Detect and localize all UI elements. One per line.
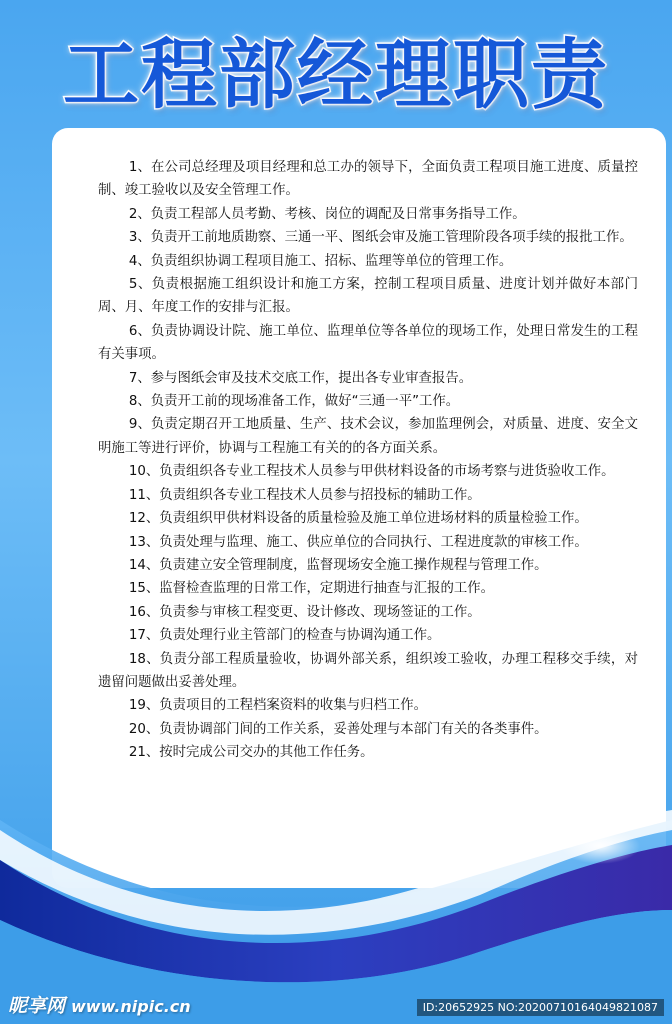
duty-item-9: 9、负责定期召开工地质量、生产、技术会议，参加监理例会，对质量、进度、安全文明施工等进行评价，协调与工程施工有关的的各方面关系。 xyxy=(98,417,638,456)
watermark-logo xyxy=(8,991,191,1018)
watermark-site: www.nipic.cn xyxy=(71,997,191,1016)
duty-item-16: 16、负责参与审核工程变更、设计修改、现场签证的工作。 xyxy=(128,604,481,620)
duty-item-8: 8、负责开工前的现场准备工作，做好“三通一平”工作。 xyxy=(128,394,460,410)
wave-glow xyxy=(560,828,640,864)
duty-item-11: 11、负责组织各专业工程技术人员参与招投标的辅助工作。 xyxy=(128,487,481,503)
duty-item-14: 14、负责建立安全管理制度，监督现场安全施工操作规程与管理工作。 xyxy=(128,557,548,573)
duty-item-5: 5、负责根据施工组织设计和施工方案，控制工程项目质量、进度计划并做好本部门周、月、年度工作的安排与汇报。 xyxy=(98,277,638,316)
duty-item-20: 20、负责协调部门间的工作关系，妥善处理与本部门有关的各类事件。 xyxy=(128,721,548,737)
duty-item-19: 19、负责项目的工程档案资料的收集与归档工作。 xyxy=(128,698,428,714)
watermark-logo-text: 昵享网 xyxy=(8,995,66,1017)
duty-item-10: 10、负责组织各专业工程技术人员参与甲供材料设备的市场考察与进货验收工作。 xyxy=(128,464,615,480)
duty-list xyxy=(98,156,638,765)
duty-item-13: 13、负责处理与监理、施工、供应单位的合同执行、工程进度款的审核工作。 xyxy=(128,534,588,550)
decorative-wave xyxy=(0,760,672,1024)
watermark-bar xyxy=(0,990,672,1024)
duty-item-7: 7、参与图纸会审及技术交底工作，提出各专业审查报告。 xyxy=(128,370,473,386)
watermark-id: ID:20652925 NO:20200710164049821087 xyxy=(417,999,664,1016)
duty-item-6: 6、负责协调设计院、施工单位、监理单位等各单位的现场工作，处理日常发生的工程有关事项。 xyxy=(98,323,638,363)
duty-item-17: 17、负责处理行业主管部门的检查与协调沟通工作。 xyxy=(128,628,441,644)
duty-item-1: 1、在公司总经理及项目经理和总工办的领导下，全面负责工程项目施工进度、质量控制、竣工验收以及安全管理工作。 xyxy=(98,160,638,199)
duty-item-4: 4、负责组织协调工程项目施工、招标、监理等单位的管理工作。 xyxy=(128,253,513,269)
duty-item-15: 15、监督检查监理的日常工作，定期进行抽查与汇报的工作。 xyxy=(128,581,495,597)
poster-title: 工程部经理职责 xyxy=(63,30,609,119)
duty-item-21: 21、按时完成公司交办的其他工作任务。 xyxy=(128,745,374,761)
duty-item-2: 2、负责工程部人员考勤、考核、岗位的调配及日常事务指导工作。 xyxy=(128,206,526,222)
duty-item-12: 12、负责组织甲供材料设备的质量检验及施工单位进场材料的质量检验工作。 xyxy=(128,511,588,527)
duty-item-18: 18、负责分部工程质量验收，协调外部关系，组织竣工验收，办理工程移交手续，对遗留问题做出妥善处理。 xyxy=(98,651,638,690)
duty-item-3: 3、负责开工前地质勘察、三通一平、图纸会审及施工管理阶段各项手续的报批工作。 xyxy=(128,230,633,246)
